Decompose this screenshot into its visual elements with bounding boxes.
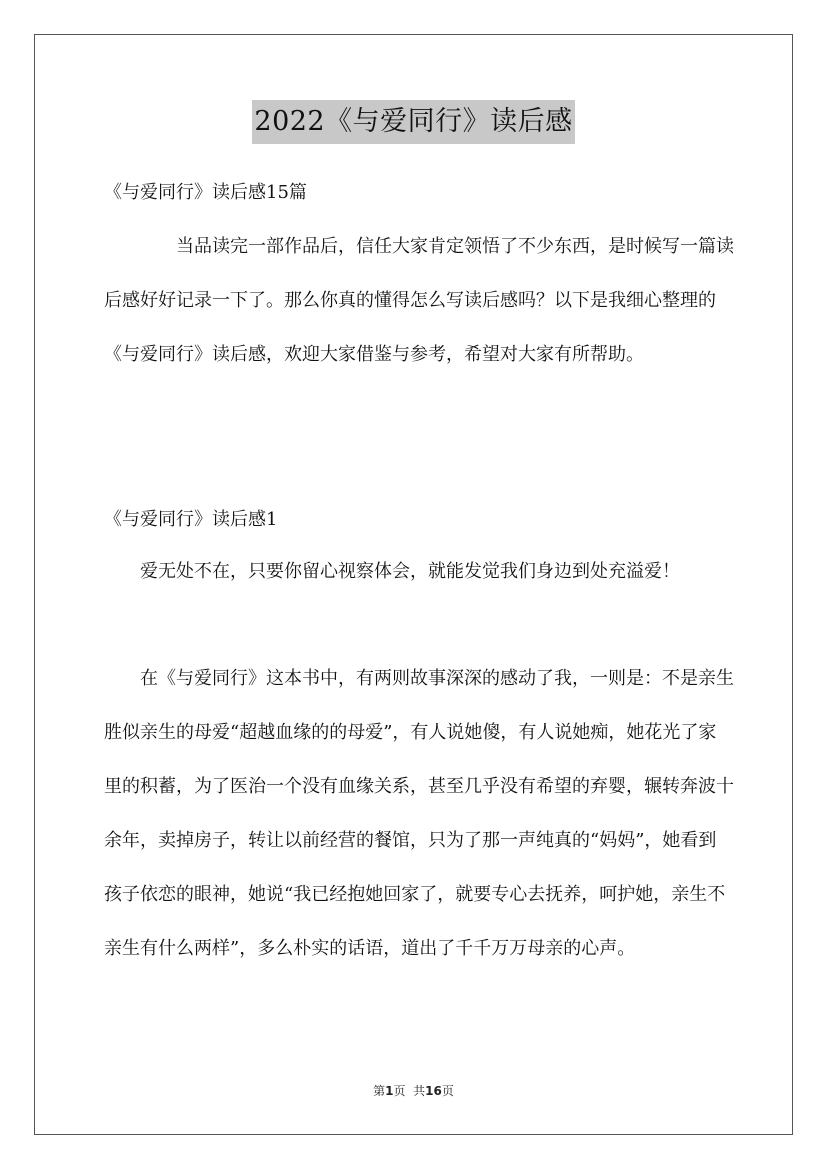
section-paragraph-2: 在《与爱同行》这本书中，有两则故事深深的感动了我，一则是：不是亲生胜似亲生的母爱“超越血缘的的母爱”，有人说她傻，有人说她痴，她花光了家里的积蓄，为了医治一个没有血缘关系，甚至几乎没有希望的弃婴，辗转奔波十余年，卖掉房子，转让以前经营的餐馆，只为了那一声纯真的“妈妈”，她看到孩子依恋的眼神，她说“我已经抱她回家了，就要专心去抚养，呵护她，亲生不亲生有什么两样”，多么朴实的话语，道出了千千万万母亲的心声。: [104, 668, 734, 959]
section-heading: 《与爱同行》读后感1: [104, 509, 278, 530]
page-footer: [0, 1082, 827, 1099]
footer-page-prefix: 第: [373, 1084, 386, 1098]
document-title: 2022《与爱同行》读后感: [252, 100, 574, 144]
footer-total-prefix: 共: [413, 1084, 426, 1098]
footer-total-suffix: 页: [441, 1084, 454, 1098]
footer-total-number: 16: [425, 1084, 442, 1098]
intro-paragraph: 当品读完一部作品后，信任大家肯定领悟了不少东西，是时候写一篇读后感好好记录一下了。那么你真的懂得怎么写读后感吗？以下是我细心整理的《与爱同行》读后感，欢迎大家借鉴与参考，希望对大家有所帮助。: [104, 236, 734, 365]
document-subtitle: 《与爱同行》读后感15篇: [104, 182, 307, 203]
section-paragraph-1: 爱无处不在，只要你留心视察体会，就能发觉我们身边到处充溢爱！: [104, 561, 680, 582]
title-container: [0, 100, 827, 144]
footer-page-suffix: 页: [393, 1084, 406, 1098]
footer-page-number: 1: [385, 1084, 394, 1098]
